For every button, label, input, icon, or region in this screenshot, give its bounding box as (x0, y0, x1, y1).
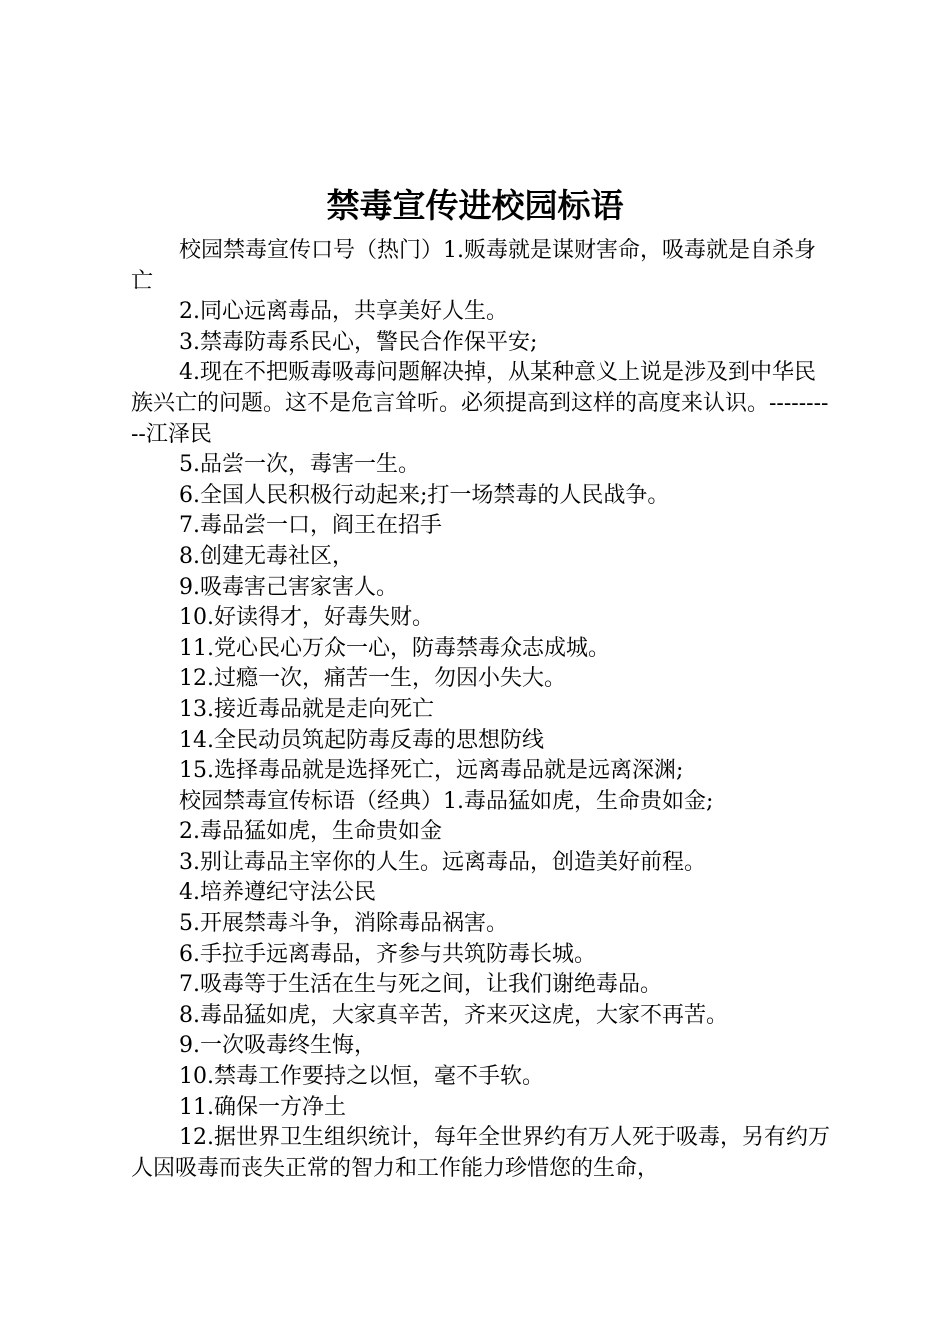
paragraph: 3.禁毒防毒系民心，警民合作保平安; (179, 329, 538, 355)
paragraph: 2.毒品猛如虎，生命贵如金 (179, 819, 442, 845)
paragraph: 10.好读得才，好毒失财。 (179, 605, 434, 631)
paragraph: 3.别让毒品主宰你的人生。远离毒品，创造美好前程。 (179, 849, 706, 875)
paragraph: 6.手拉手远离毒品，齐参与共筑防毒长城。 (179, 941, 596, 967)
paragraph: 8.毒品猛如虎，大家真辛苦，齐来灭这虎，大家不再苦。 (179, 1002, 728, 1028)
paragraph: 校园禁毒宣传口号（热门）1.贩毒就是谋财害命，吸毒就是自杀身亡 (131, 238, 816, 294)
paragraph: 14.全民动员筑起防毒反毒的思想防线 (179, 727, 544, 753)
paragraph: 4.培养遵纪守法公民 (179, 880, 376, 906)
paragraph: 4.现在不把贩毒吸毒问题解决掉，从某种意义上说是涉及到中华民族兴亡的问题。这不是危言耸听。必须提高到这样的高度来认识。----------江泽民 (131, 360, 829, 447)
paragraph: 15.选择毒品就是选择死亡，远离毒品就是远离深渊; (179, 758, 684, 784)
paragraph: 11.确保一方净土 (179, 1094, 346, 1120)
paragraph: 6.全国人民积极行动起来;打一场禁毒的人民战争。 (179, 482, 670, 508)
paragraph: 5.开展禁毒斗争，消除毒品祸害。 (179, 911, 508, 937)
paragraph: 9.一次吸毒终生悔， (179, 1033, 376, 1059)
document-title: 禁毒宣传进校园标语 (326, 186, 624, 225)
paragraph: 12.过瘾一次，痛苦一生，勿因小失大。 (179, 666, 566, 692)
paragraph: 13.接近毒品就是走向死亡 (179, 696, 434, 722)
paragraph: 8.创建无毒社区， (179, 543, 354, 569)
paragraph: 10.禁毒工作要持之以恒，毫不手软。 (179, 1064, 544, 1090)
document-body (131, 236, 833, 1184)
paragraph: 7.毒品尝一口，阎王在招手 (179, 513, 442, 539)
paragraph: 5.品尝一次，毒害一生。 (179, 452, 420, 478)
paragraph: 11.党心民心万众一心，防毒禁毒众志成城。 (179, 635, 610, 661)
paragraph: 2.同心远离毒品，共享美好人生。 (179, 299, 508, 325)
paragraph: 9.吸毒害己害家害人。 (179, 574, 398, 600)
paragraph: 校园禁毒宣传标语（经典）1.毒品猛如虎，生命贵如金; (179, 788, 714, 814)
paragraph: 12.据世界卫生组织统计，每年全世界约有万人死于吸毒，另有约万人因吸毒而丧失正常的智力和工作能力珍惜您的生命， (131, 1125, 830, 1181)
paragraph: 7.吸毒等于生活在生与死之间，让我们谢绝毒品。 (179, 972, 662, 998)
